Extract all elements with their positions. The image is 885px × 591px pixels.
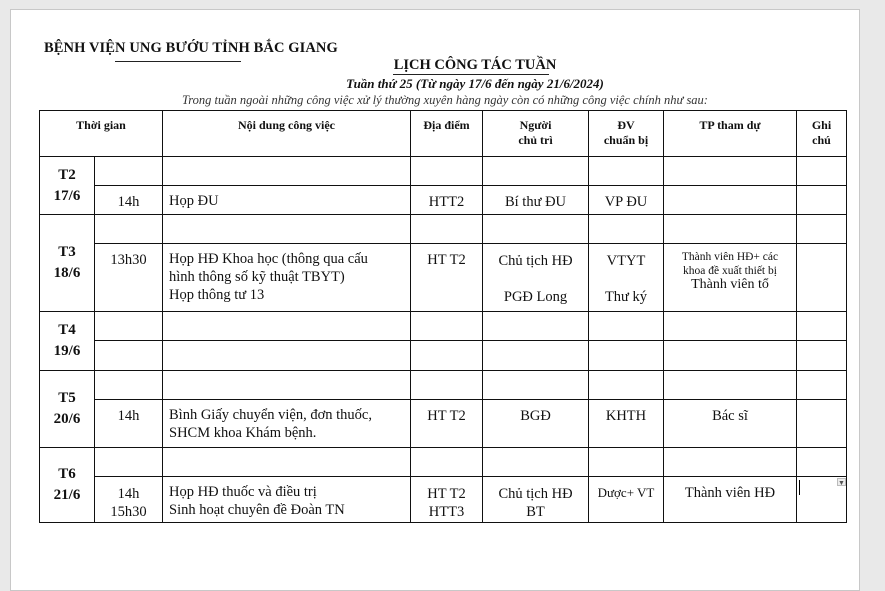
empty-cell [95, 341, 163, 371]
empty-cell [163, 341, 411, 371]
day-date: 20/6 [53, 411, 81, 427]
host-cell: BGĐ [483, 400, 589, 448]
host-line: Chủ tịch HĐ [498, 486, 573, 502]
empty-cell [589, 157, 664, 186]
prep-cell: Dược+ VT [589, 477, 664, 523]
prep-line: VTYT [606, 253, 646, 269]
empty-cell [797, 157, 847, 186]
empty-cell [483, 157, 589, 186]
empty-cell [411, 215, 483, 244]
time-cell: 14h [95, 186, 163, 215]
day-cell [40, 448, 95, 523]
content-line: SHCM khoa Khám bệnh. [169, 425, 317, 441]
empty-cell [589, 341, 664, 371]
host-line: Chủ tịch HĐ [498, 253, 573, 269]
empty-cell [95, 215, 163, 244]
empty-cell [797, 312, 847, 341]
empty-cell [797, 371, 847, 400]
location-cell [411, 477, 483, 523]
table-row [40, 244, 847, 312]
header-host [483, 111, 589, 157]
table-row [40, 400, 847, 448]
header-notes-line1: Ghi [811, 118, 832, 132]
header-prep [589, 111, 664, 157]
day-date: 19/6 [53, 343, 81, 359]
attendees-cell [664, 244, 797, 312]
day-date: 18/6 [53, 265, 81, 281]
empty-cell [483, 215, 589, 244]
empty-cell [95, 312, 163, 341]
empty-cell [163, 215, 411, 244]
table-row [40, 448, 847, 477]
content-line: hình thông số kỹ thuật TBYT) [169, 269, 345, 285]
prep-cell: VP ĐU [589, 186, 664, 215]
header-notes-line2: chú [812, 133, 831, 147]
empty-cell [163, 448, 411, 477]
attendees-cell: Bác sĩ [664, 400, 797, 448]
header-time: Thời gian [40, 111, 163, 157]
empty-cell [664, 312, 797, 341]
header-host-line2: chủ trì [518, 133, 553, 147]
empty-cell [483, 371, 589, 400]
empty-cell [483, 312, 589, 341]
empty-cell [797, 341, 847, 371]
header-notes [797, 111, 847, 157]
empty-cell [411, 312, 483, 341]
header-content: Nội dung công việc [163, 111, 411, 157]
header-prep-line1: ĐV [617, 118, 635, 132]
host-line: BT [526, 504, 545, 520]
empty-cell [95, 448, 163, 477]
prep-cell [589, 244, 664, 312]
empty-cell [411, 157, 483, 186]
time-cell: 14h [95, 400, 163, 448]
day-name: T3 [58, 244, 76, 260]
table-row [40, 371, 847, 400]
time-line: 14h [117, 486, 140, 502]
day-date: 21/6 [53, 487, 81, 503]
content-cell [163, 477, 411, 523]
notes-cell[interactable] [797, 477, 847, 523]
document-title: LỊCH CÔNG TÁC TUẦN [393, 57, 557, 73]
intro-note: Trong tuần ngoài những công việc xử lý thường xuyên hàng ngày còn có những công việc chính như sau: [182, 93, 708, 107]
empty-cell [163, 157, 411, 186]
notes-cell [797, 186, 847, 215]
content-line: Họp HĐ Khoa học (thông qua cấu [169, 251, 368, 267]
empty-cell [664, 448, 797, 477]
empty-cell [411, 341, 483, 371]
content-line: Bình Giấy chuyển viện, đơn thuốc, [169, 407, 372, 423]
empty-cell [95, 157, 163, 186]
document-subtitle: Tuần thứ 25 (Từ ngày 17/6 đến ngày 21/6/2024) [346, 76, 604, 91]
location-cell: HT T2 [411, 244, 483, 312]
attendees-line: Thành viên HĐ+ các [681, 251, 779, 263]
day-date: 17/6 [53, 187, 81, 204]
day-name: T5 [58, 390, 76, 406]
location-line: HTT3 [428, 504, 465, 520]
dropdown-arrow-icon[interactable]: ▼ [838, 479, 845, 487]
content-line: Họp HĐ thuốc và điều trị [169, 484, 317, 500]
host-line: PGĐ Long [503, 289, 568, 305]
empty-cell [664, 157, 797, 186]
notes-cell [797, 400, 847, 448]
text-cursor [799, 480, 800, 495]
table-row [40, 477, 847, 523]
day-name: T4 [58, 322, 76, 338]
empty-cell [589, 312, 664, 341]
document-page [10, 9, 860, 591]
attendees-cell [664, 186, 797, 215]
header-row [40, 111, 847, 157]
empty-cell [664, 341, 797, 371]
empty-cell [589, 448, 664, 477]
header-host-line1: Người [519, 118, 552, 132]
empty-cell [664, 371, 797, 400]
location-cell: HT T2 [411, 400, 483, 448]
content-line: Họp thông tư 13 [169, 287, 265, 303]
empty-cell [589, 371, 664, 400]
schedule-table [39, 110, 847, 523]
content-cell: Họp ĐU [163, 186, 411, 215]
table-row [40, 312, 847, 341]
title-underline [393, 74, 549, 75]
table-row [40, 186, 847, 215]
day-cell [40, 157, 95, 215]
empty-cell [797, 448, 847, 477]
attendees-line: khoa đề xuất thiết bị [683, 265, 777, 277]
time-cell [95, 477, 163, 523]
host-cell [483, 477, 589, 523]
day-cell [40, 371, 95, 448]
hospital-name: BỆNH VIỆN UNG BƯỚU TỈNH BẮC GIANG [44, 40, 338, 56]
empty-cell [797, 215, 847, 244]
empty-cell [589, 215, 664, 244]
table-row [40, 157, 847, 186]
table-row [40, 341, 847, 371]
empty-cell [483, 341, 589, 371]
location-line: HT T2 [427, 486, 466, 502]
attendees-line: Thành viên tổ [691, 277, 769, 292]
empty-cell [163, 371, 411, 400]
day-name: T2 [58, 166, 76, 183]
empty-cell [411, 371, 483, 400]
empty-cell [483, 448, 589, 477]
day-name: T6 [58, 466, 76, 482]
header-attendees: TP tham dự [664, 111, 797, 157]
prep-cell: KHTH [589, 400, 664, 448]
notes-cell [797, 244, 847, 312]
content-line: Sinh hoạt chuyên đề Đoàn TN [169, 502, 345, 518]
host-cell [483, 244, 589, 312]
location-cell: HTT2 [411, 186, 483, 215]
host-cell: Bí thư ĐU [483, 186, 589, 215]
day-cell [40, 215, 95, 312]
attendees-cell: Thành viên HĐ [664, 477, 797, 523]
header-prep-line2: chuẩn bị [603, 133, 649, 147]
empty-cell [411, 448, 483, 477]
empty-cell [664, 215, 797, 244]
table-row [40, 215, 847, 244]
content-cell [163, 400, 411, 448]
time-line: 15h30 [110, 504, 147, 520]
prep-line: Thư ký [604, 289, 648, 305]
empty-cell [163, 312, 411, 341]
time-cell: 13h30 [95, 244, 163, 312]
day-cell [40, 312, 95, 371]
empty-cell [95, 371, 163, 400]
content-cell [163, 244, 411, 312]
header-location: Địa điểm [411, 111, 483, 157]
